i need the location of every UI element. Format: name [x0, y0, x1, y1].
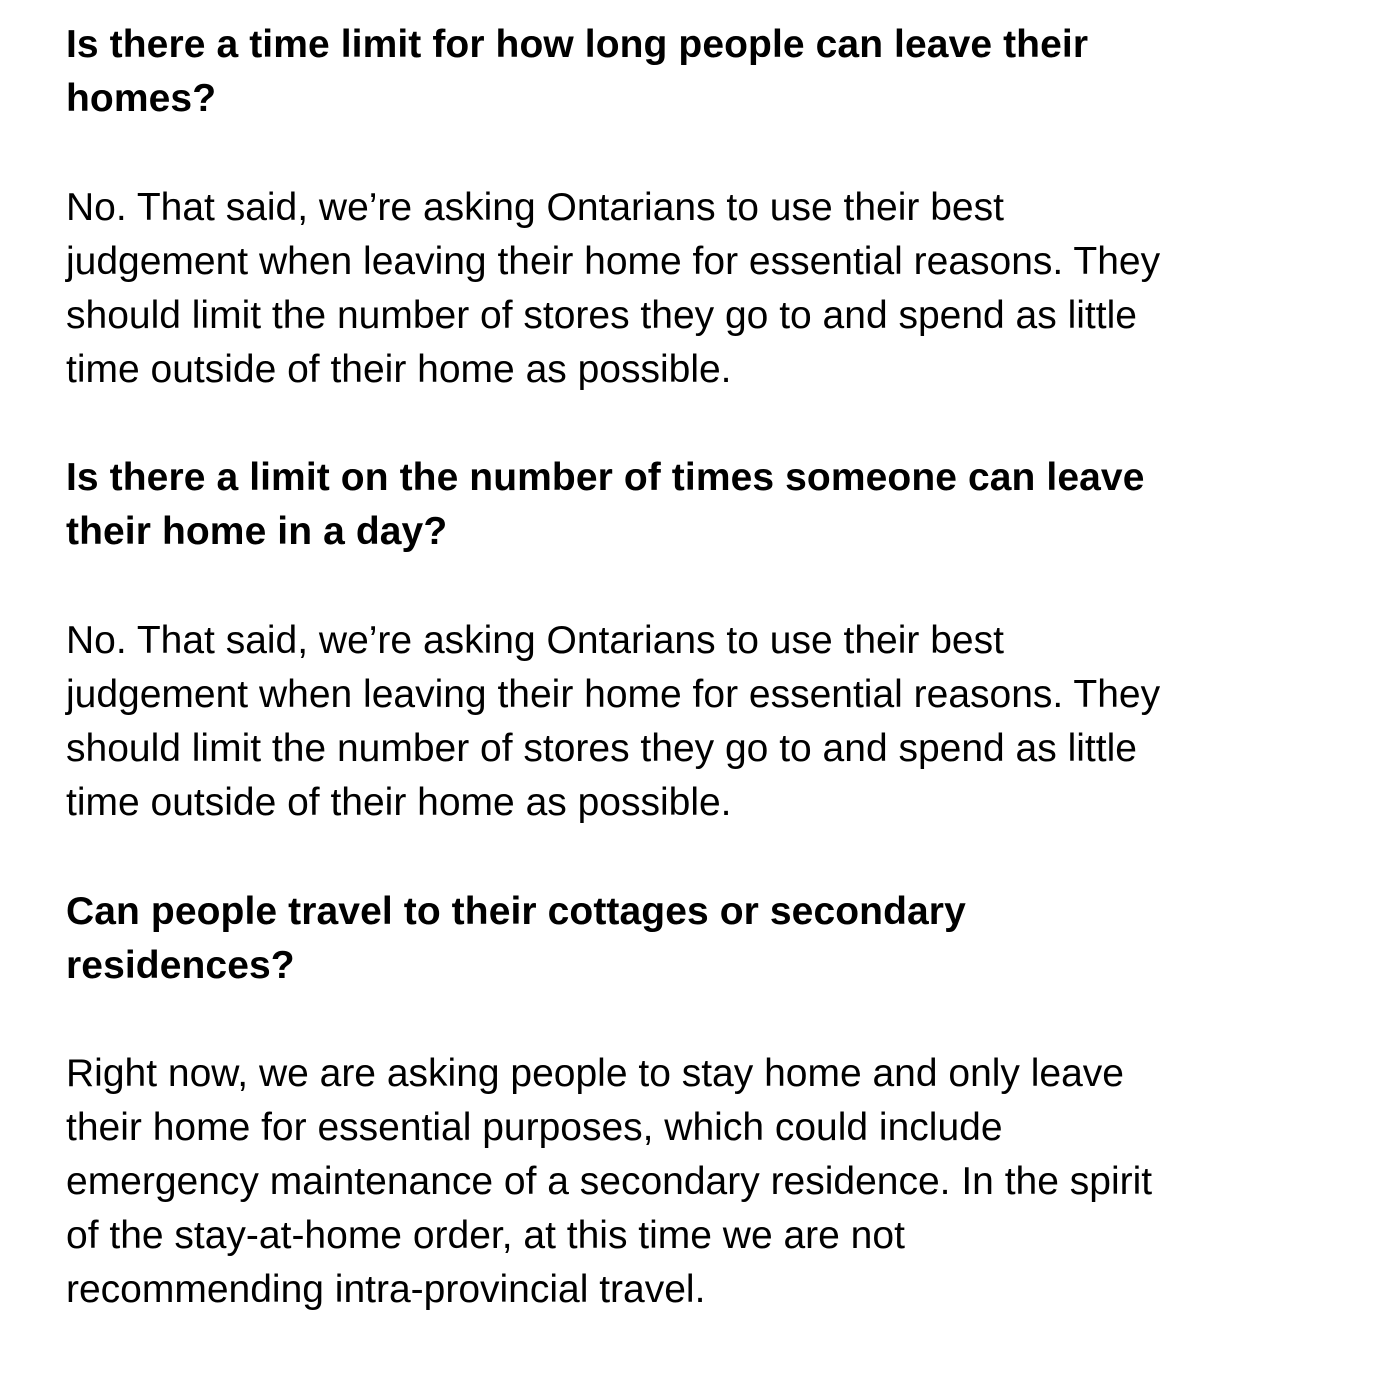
question-line: residences?	[66, 944, 295, 987]
answer-line: time outside of their home as possible.	[66, 781, 732, 824]
question-line: Is there a time limit for how long people can leave their	[66, 23, 1089, 66]
question-heading	[66, 18, 1088, 126]
answer-line: their home for essential purposes, which could include	[66, 1106, 1003, 1149]
question-heading	[66, 451, 1145, 559]
question-line: Is there a limit on the number of times someone can leave	[66, 456, 1145, 499]
question-line: homes?	[66, 77, 217, 120]
answer-line: No. That said, we’re asking Ontarians to use their best	[66, 619, 1004, 662]
question-line: their home in a day?	[66, 510, 448, 553]
answer-line: should limit the number of stores they go to and spend as little	[66, 294, 1137, 337]
answer-paragraph	[66, 614, 1160, 830]
answer-line: time outside of their home as possible.	[66, 348, 732, 391]
answer-line: Right now, we are asking people to stay home and only leave	[66, 1052, 1124, 1095]
answer-line: recommending intra-provincial travel.	[66, 1268, 706, 1311]
answer-line: emergency maintenance of a secondary residence. In the spirit	[66, 1160, 1153, 1203]
answer-line: judgement when leaving their home for essential reasons. They	[66, 240, 1161, 283]
answer-paragraph	[66, 1047, 1152, 1317]
answer-paragraph	[66, 181, 1160, 397]
answer-line: judgement when leaving their home for essential reasons. They	[66, 673, 1161, 716]
answer-line: should limit the number of stores they go to and spend as little	[66, 727, 1137, 770]
answer-line: of the stay-at-home order, at this time we are not	[66, 1214, 905, 1257]
question-line: Can people travel to their cottages or secondary	[66, 890, 966, 933]
question-heading	[66, 885, 966, 993]
answer-line: No. That said, we’re asking Ontarians to use their best	[66, 186, 1004, 229]
